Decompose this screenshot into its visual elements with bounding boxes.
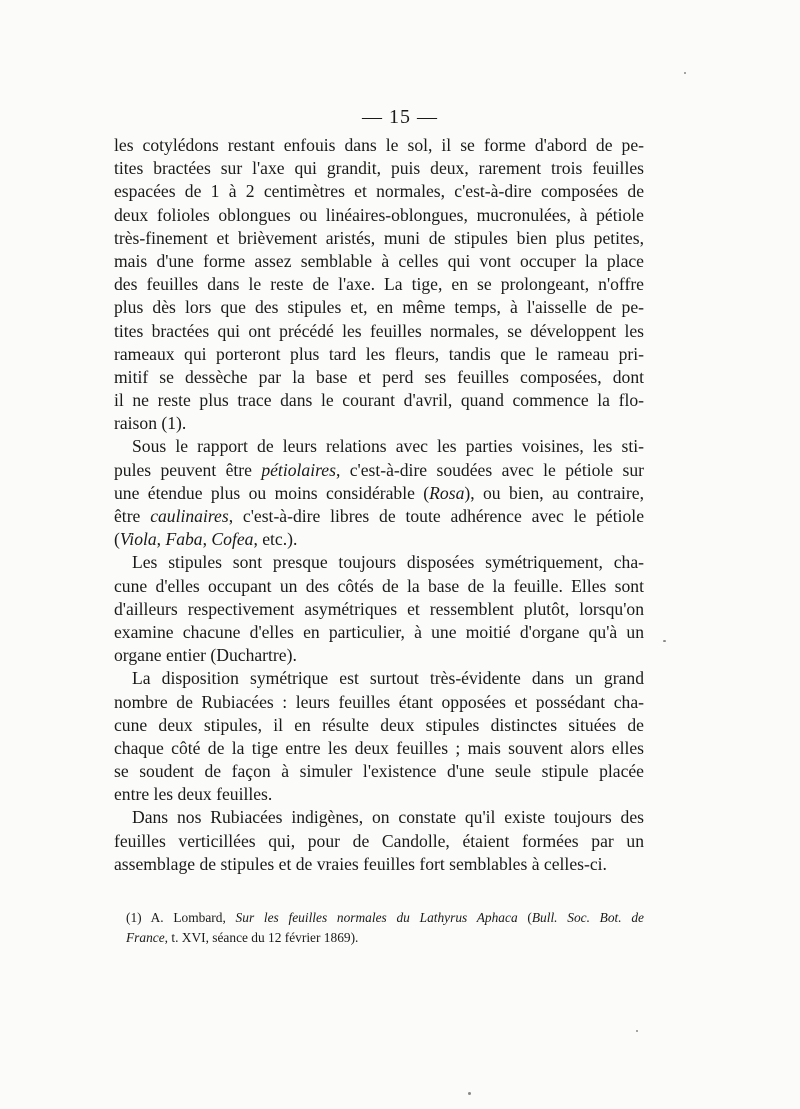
print-speck bbox=[468, 1092, 471, 1095]
text-run: Les stipules sont presque toujours disposées symétriquement, cha- bbox=[132, 552, 644, 573]
text-run: des feuilles dans le reste de l'axe. La tige, en se prolongeant, n'offre bbox=[114, 274, 644, 295]
text-line bbox=[114, 343, 644, 366]
text-line bbox=[126, 908, 644, 928]
footnote bbox=[126, 908, 644, 948]
text-line bbox=[114, 575, 644, 598]
text-line bbox=[114, 366, 644, 389]
page-number: — 15 — bbox=[362, 106, 438, 128]
italic-text: Bull. Soc. Bot. de bbox=[531, 910, 644, 925]
italic-text: Faba bbox=[165, 529, 203, 550]
text-line bbox=[114, 273, 644, 296]
italic-text: pétiolaires bbox=[261, 459, 336, 480]
text-line bbox=[114, 621, 644, 644]
paragraph bbox=[114, 551, 644, 667]
text-run: mais d'une forme assez semblable à celles qui vont occuper la place bbox=[114, 250, 644, 271]
print-speck bbox=[636, 1030, 638, 1032]
text-line bbox=[114, 459, 644, 482]
text-run: très-finement et brièvement aristés, muni de stipules bien plus petites, bbox=[114, 227, 644, 248]
text-run: nombre de Rubiacées : leurs feuilles étant opposées et possédant cha- bbox=[114, 691, 644, 712]
text-run: ), ou bien, au contraire, bbox=[464, 482, 644, 503]
text-run: Dans nos Rubiacées indigènes, on constate qu'il existe toujours des bbox=[132, 807, 644, 828]
text-line bbox=[114, 737, 644, 760]
print-speck bbox=[663, 640, 666, 642]
paragraph bbox=[114, 134, 644, 435]
italic-text: Cofea bbox=[211, 529, 254, 550]
text-run: rameaux qui porteront plus tard les fleurs, tandis que le rameau pri- bbox=[114, 343, 644, 364]
text-line bbox=[114, 204, 644, 227]
text-run: , t. XVI, séance du 12 février 1869). bbox=[164, 930, 359, 945]
text-line bbox=[114, 482, 644, 505]
text-line bbox=[114, 227, 644, 250]
text-run: , c'est-à-dire libres de toute adhérence avec le pétiole bbox=[228, 506, 645, 526]
text-run: , etc.). bbox=[253, 529, 298, 550]
text-run: plus dès lors que des stipules et, en même temps, à l'aisselle de pe- bbox=[114, 297, 644, 318]
text-run: il ne reste plus trace dans le courant d'avril, quand commence la flo- bbox=[114, 390, 644, 411]
text-run: cune d'elles occupant un des côtés de la base de la feuille. Elles sont bbox=[114, 575, 644, 596]
text-run: les cotylédons restant enfouis dans le sol, il se forme d'abord de pe- bbox=[114, 135, 644, 155]
italic-text: France bbox=[126, 930, 165, 945]
text-line bbox=[114, 598, 644, 621]
text-run: chaque côté de la tige entre les deux feuilles ; mais souvent alors elles bbox=[114, 737, 644, 758]
text-run: ( bbox=[114, 529, 120, 550]
text-line bbox=[114, 760, 644, 783]
body-text bbox=[114, 134, 644, 876]
text-line bbox=[114, 180, 644, 203]
text-run: une étendue plus ou moins considérable ( bbox=[114, 482, 430, 503]
text-run: , bbox=[202, 529, 212, 550]
text-line bbox=[114, 389, 644, 412]
text-line bbox=[126, 928, 644, 948]
text-line bbox=[114, 296, 644, 319]
text-line bbox=[114, 505, 644, 528]
text-run: deux folioles oblongues ou linéaires-oblongues, mucronulées, à pétiole bbox=[114, 204, 644, 225]
text-run: feuilles verticillées qui, pour de Candolle, étaient formées par un bbox=[114, 830, 644, 851]
italic-text: Sur les feuilles normales du Lathyrus Aphaca bbox=[235, 910, 518, 925]
text-run: , bbox=[156, 529, 166, 550]
paragraph bbox=[114, 435, 644, 551]
text-run: pules peuvent être bbox=[114, 459, 262, 480]
text-run: raison (1). bbox=[114, 413, 187, 434]
text-run: La disposition symétrique est surtout très-évidente dans un grand bbox=[132, 668, 644, 689]
print-speck bbox=[684, 72, 686, 74]
text-line bbox=[114, 806, 644, 829]
text-line bbox=[114, 320, 644, 343]
text-line bbox=[114, 644, 644, 667]
text-line bbox=[114, 250, 644, 273]
text-line bbox=[114, 412, 644, 435]
text-run: (1) A. Lombard, bbox=[126, 910, 236, 925]
text-run: tites bractées sur l'axe qui grandit, puis deux, rarement trois feuilles bbox=[114, 158, 644, 179]
text-run: assemblage de stipules et de vraies feuilles fort semblables à celles-ci. bbox=[114, 853, 607, 874]
text-run: être bbox=[114, 506, 151, 526]
text-run: ( bbox=[517, 910, 532, 925]
paragraph bbox=[114, 806, 644, 876]
text-line bbox=[114, 551, 644, 574]
text-run: cune deux stipules, il en résulte deux stipules distinctes situées de bbox=[114, 714, 644, 735]
italic-text: Rosa bbox=[429, 482, 465, 503]
italic-text: Viola bbox=[119, 529, 157, 550]
text-run: espacées de 1 à 2 centimètres et normales, c'est-à-dire composées de bbox=[114, 181, 644, 202]
text-line bbox=[114, 134, 644, 157]
text-line bbox=[114, 783, 644, 806]
text-run: mitif se dessèche par la base et perd ses feuilles composées, dont bbox=[114, 366, 644, 387]
text-run: entre les deux feuilles. bbox=[114, 784, 273, 805]
text-run: d'ailleurs respectivement asymétriques et ressemblent plutôt, lorsqu'on bbox=[114, 598, 644, 619]
text-run: examine chacune d'elles en particulier, à une moitié d'organe qu'à un bbox=[114, 621, 644, 642]
text-line bbox=[114, 528, 644, 551]
text-line bbox=[114, 667, 644, 690]
text-line bbox=[114, 853, 644, 876]
text-line bbox=[114, 435, 644, 458]
text-line bbox=[114, 714, 644, 737]
text-line bbox=[114, 691, 644, 714]
text-line bbox=[114, 157, 644, 180]
italic-text: caulinaires bbox=[150, 506, 229, 526]
text-run: organe entier (Duchartre). bbox=[114, 645, 297, 666]
text-run: se soudent de façon à simuler l'existence d'une seule stipule placée bbox=[114, 761, 644, 782]
text-run: tites bractées qui ont précédé les feuilles normales, se développent les bbox=[114, 320, 644, 341]
text-line bbox=[114, 830, 644, 853]
text-run: , c'est-à-dire soudées avec le pétiole sur bbox=[335, 459, 644, 480]
text-run: Sous le rapport de leurs relations avec les parties voisines, les sti- bbox=[132, 436, 644, 457]
paragraph bbox=[114, 667, 644, 806]
